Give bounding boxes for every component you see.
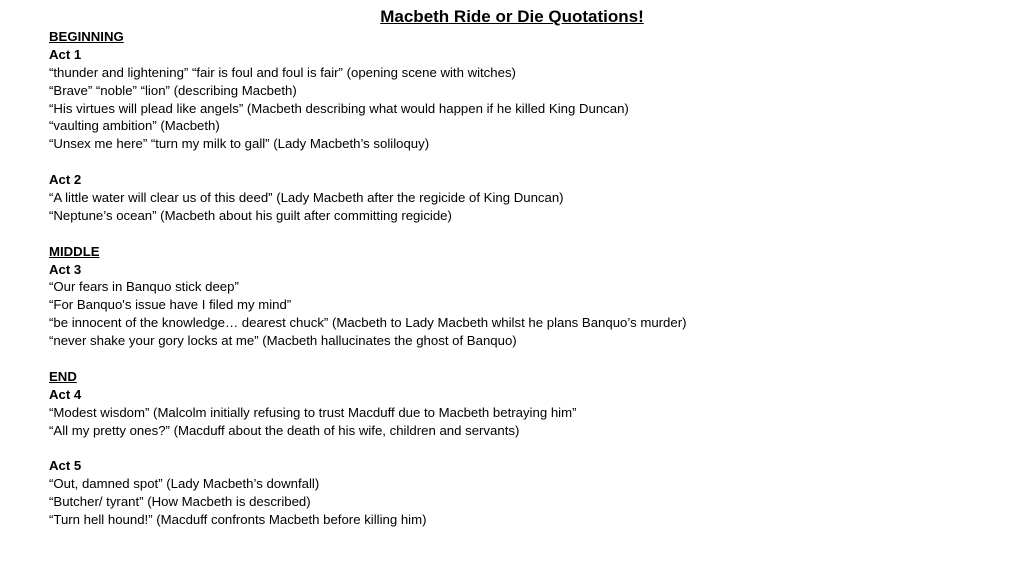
- quote-line: “Out, damned spot” (Lady Macbeth’s downfall): [49, 476, 320, 492]
- section-heading-beginning: BEGINNING: [49, 29, 124, 44]
- quote-line: “Butcher/ tyrant” (How Macbeth is described): [49, 494, 311, 510]
- quote-line: “Modest wisdom” (Malcolm initially refusing to trust Macduff due to Macbeth betraying him”: [49, 404, 577, 420]
- act-heading-5: Act 5: [49, 458, 82, 474]
- spacer: [49, 439, 1009, 457]
- quote-line: “be innocent of the knowledge… dearest chuck” (Macbeth to Lady Macbeth whilst he plans Banquo’s murder): [49, 315, 687, 331]
- spacer: [49, 225, 1009, 243]
- quote-line: “Turn hell hound!” (Macduff confronts Macbeth before killing him): [49, 512, 427, 528]
- act-heading-2: Act 2: [49, 172, 82, 188]
- quote-line: “Brave” “noble” “lion” (describing Macbeth): [49, 82, 297, 98]
- spacer: [49, 153, 1009, 171]
- section-heading-middle: MIDDLE: [49, 243, 100, 259]
- act-heading-4: Act 4: [49, 386, 82, 402]
- quote-line: “Our fears in Banquo stick deep”: [49, 279, 239, 295]
- quote-line: “Neptune’s ocean” (Macbeth about his guilt after committing regicide): [49, 207, 452, 223]
- quote-list: [49, 28, 1009, 529]
- section-heading-end: END: [49, 368, 77, 384]
- quote-line: “For Banquo's issue have I filed my mind”: [49, 297, 292, 313]
- act-heading-3: Act 3: [49, 261, 82, 277]
- page-title: Macbeth Ride or Die Quotations!: [380, 7, 644, 26]
- spacer: [49, 350, 1009, 368]
- quote-line: “A little water will clear us of this deed” (Lady Macbeth after the regicide of King Duncan): [49, 190, 564, 206]
- quote-line: “vaulting ambition” (Macbeth): [49, 118, 220, 134]
- quote-line: “thunder and lightening” “fair is foul and foul is fair” (opening scene with witches): [49, 64, 516, 80]
- quote-line: “All my pretty ones?” (Macduff about the death of his wife, children and servants): [49, 422, 520, 438]
- quote-line: “Unsex me here” “turn my milk to gall” (Lady Macbeth’s soliloquy): [49, 136, 430, 152]
- act-heading-1: Act 1: [49, 46, 82, 62]
- quote-line: “never shake your gory locks at me” (Macbeth hallucinates the ghost of Banquo): [49, 333, 517, 349]
- quote-line: “His virtues will plead like angels” (Macbeth describing what would happen if he killed King Duncan): [49, 100, 629, 116]
